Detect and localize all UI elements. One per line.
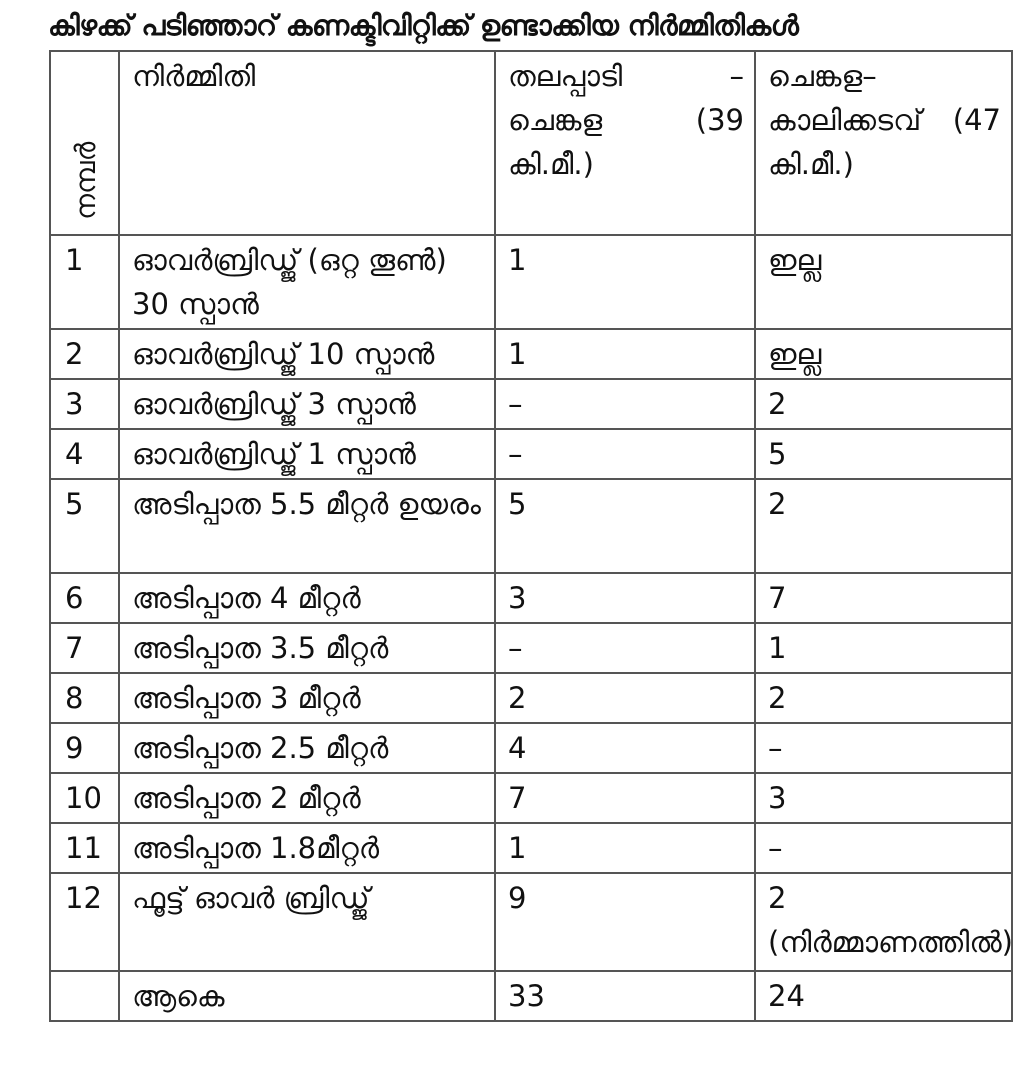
table-row	[50, 873, 1012, 971]
row-number: 8	[50, 673, 119, 723]
row-structure: അടിപ്പാത 3 മീറ്റർ	[119, 673, 495, 723]
row-section-2: ഇല്ല	[755, 329, 1012, 379]
header-row	[50, 51, 1012, 235]
row-number: 9	[50, 723, 119, 773]
row-number: 4	[50, 429, 119, 479]
header-section-1: തലപ്പാടി – ചെങ്കള (39 കി.മീ.)	[495, 51, 755, 235]
table-row	[50, 479, 1012, 573]
table-row	[50, 673, 1012, 723]
table-row	[50, 235, 1012, 329]
row-section-1: –	[495, 429, 755, 479]
row-structure: അടിപ്പാത 3.5 മീറ്റർ	[119, 623, 495, 673]
row-structure: ഓവർബ്രിഡ്ജ് 1 സ്പാൻ	[119, 429, 495, 479]
table-row	[50, 773, 1012, 823]
header-number	[50, 51, 119, 235]
row-section-1: 1	[495, 235, 755, 329]
table-row	[50, 379, 1012, 429]
row-number: 5	[50, 479, 119, 573]
row-section-1: 7	[495, 773, 755, 823]
total-section-2: 24	[755, 971, 1012, 1021]
row-number: 3	[50, 379, 119, 429]
row-section-1: 9	[495, 873, 755, 971]
row-section-2: 2	[755, 673, 1012, 723]
row-number: 10	[50, 773, 119, 823]
row-structure: ഓവർബ്രിഡ്ജ് 3 സ്പാൻ	[119, 379, 495, 429]
row-number: 6	[50, 573, 119, 623]
structures-table	[49, 50, 1013, 1022]
table-row	[50, 723, 1012, 773]
total-row	[50, 971, 1012, 1021]
document-title: കിഴക്ക് പടിഞ്ഞാറ് കണക്ടിവിറ്റിക്ക് ഉണ്ടാക്കിയ നിർമ്മിതികൾ	[48, 9, 799, 42]
row-structure: ഓവർബ്രിഡ്ജ് 10 സ്പാൻ	[119, 329, 495, 379]
row-section-1: 1	[495, 329, 755, 379]
header-section-2: ചെങ്കള– കാലിക്കടവ് (47 കി.മീ.)	[755, 51, 1012, 235]
row-structure: ഫൂട്ട് ഓവർ ബ്രിഡ്ജ്	[119, 873, 495, 971]
row-number: 12	[50, 873, 119, 971]
row-structure: അടിപ്പാത 1.8മീറ്റർ	[119, 823, 495, 873]
table-row	[50, 429, 1012, 479]
row-section-1: 4	[495, 723, 755, 773]
row-section-2: ഇല്ല	[755, 235, 1012, 329]
row-structure: അടിപ്പാത 5.5 മീറ്റർ ഉയരം	[119, 479, 495, 573]
row-section-2: 3	[755, 773, 1012, 823]
row-section-2: 5	[755, 429, 1012, 479]
row-structure: അടിപ്പാത 2 മീറ്റർ	[119, 773, 495, 823]
row-section-2: –	[755, 723, 1012, 773]
row-section-2: 2	[755, 379, 1012, 429]
row-number: 2	[50, 329, 119, 379]
row-section-2: –	[755, 823, 1012, 873]
row-section-2: 1	[755, 623, 1012, 673]
row-section-2: 2	[755, 479, 1012, 573]
total-section-1: 33	[495, 971, 755, 1021]
row-number: 1	[50, 235, 119, 329]
row-structure: ഓവർബ്രിഡ്ജ് (ഒറ്റ തൂണ്‍) 30 സ്പാൻ	[119, 235, 495, 329]
row-section-1: 2	[495, 673, 755, 723]
table-row	[50, 573, 1012, 623]
row-section-2: 2 (നിർമ്മാണത്തിൽ)	[755, 873, 1012, 971]
row-section-1: –	[495, 623, 755, 673]
row-section-1: 1	[495, 823, 755, 873]
total-label: ആകെ	[119, 971, 495, 1021]
header-number-label: നമ്പർ	[69, 141, 102, 220]
row-number: 11	[50, 823, 119, 873]
row-number: 7	[50, 623, 119, 673]
table-row	[50, 623, 1012, 673]
row-structure: അടിപ്പാത 4 മീറ്റർ	[119, 573, 495, 623]
row-structure: അടിപ്പാത 2.5 മീറ്റർ	[119, 723, 495, 773]
total-number	[50, 971, 119, 1021]
row-section-2: 7	[755, 573, 1012, 623]
row-section-1: –	[495, 379, 755, 429]
table-row	[50, 329, 1012, 379]
header-structure: നിർമ്മിതി	[119, 51, 495, 235]
row-section-1: 5	[495, 479, 755, 573]
table-row	[50, 823, 1012, 873]
row-section-1: 3	[495, 573, 755, 623]
